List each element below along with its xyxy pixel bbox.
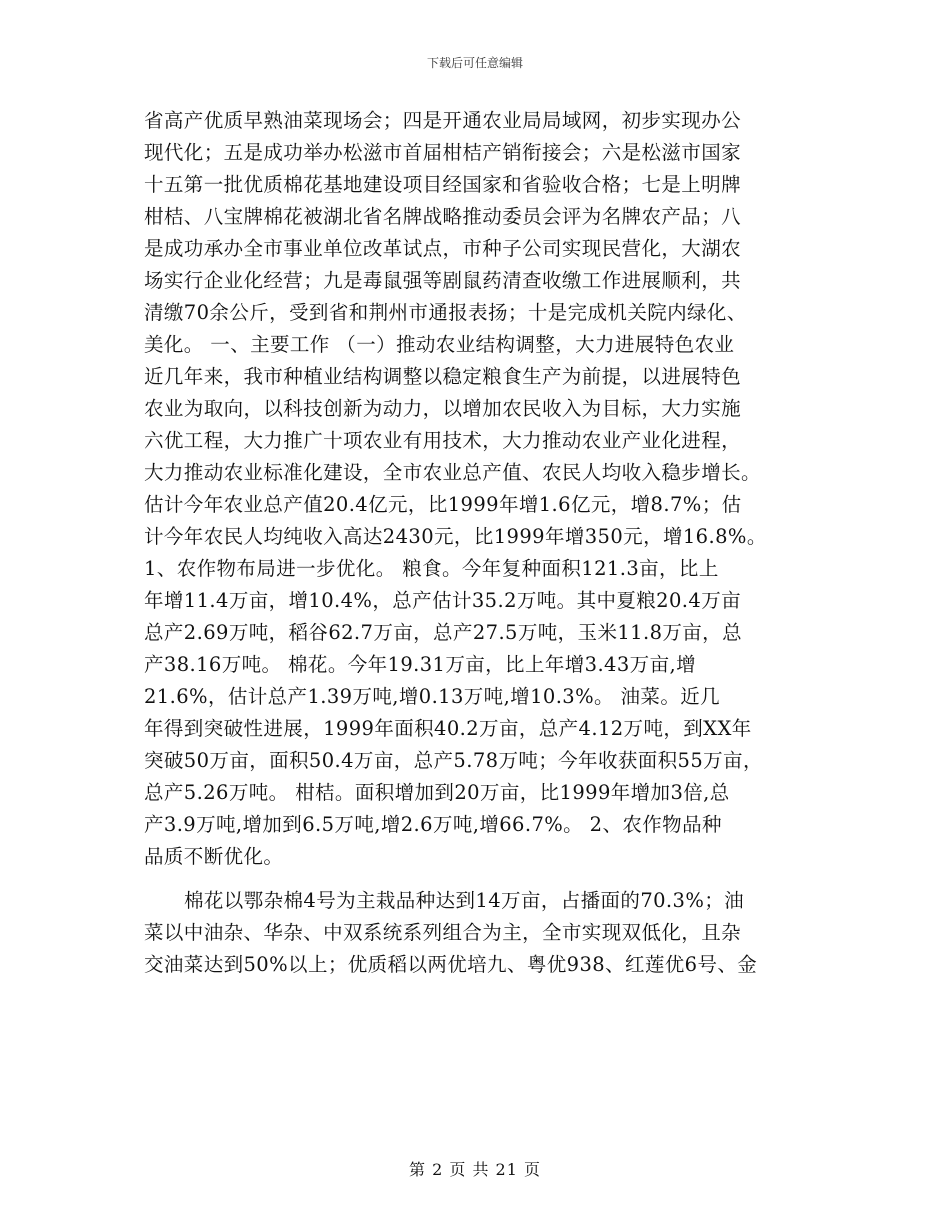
text-line: 柑桔、八宝牌棉花被湖北省名牌战略推动委员会评为名牌农产品；八 bbox=[144, 205, 742, 228]
text-line: 总产2.69万吨，稻谷62.7万亩，总产27.5万吨，玉米11.8万亩，总 bbox=[144, 621, 742, 644]
text-line: 美化。 一、主要工作 （一）推动农业结构调整，大力进展特色农业 bbox=[144, 333, 735, 356]
text-line: 清缴70余公斤，受到省和荆州市通报表扬；十是完成机关院内绿化、 bbox=[144, 301, 747, 324]
text-line: 省高产优质早熟油菜现场会；四是开通农业局局域网，初步实现办公 bbox=[144, 109, 742, 132]
text-line: 六优工程，大力推广十项农业有用技术，大力推动农业产业化进程， bbox=[144, 429, 742, 452]
text-line: 场实行企业化经营；九是毒鼠强等剧鼠药清查收缴工作进展顺利，共 bbox=[144, 269, 742, 292]
text-line: 总产5.26万吨。 柑桔。面积增加到20万亩，比1999年增加3倍,总 bbox=[144, 781, 730, 804]
text-line: 品质不断优化。 bbox=[144, 845, 284, 868]
text-line: 近几年来，我市种植业结构调整以稳定粮食生产为前提，以进展特色 bbox=[144, 365, 742, 388]
text-line: 1、农作物布局进一步优化。 粮食。今年复种面积121.3亩，比上 bbox=[144, 557, 719, 580]
text-line: 估计今年农业总产值20.4亿元，比1999年增1.6亿元，增8.7%；估 bbox=[144, 493, 742, 516]
text-line: 农业为取向，以科技创新为动力，以增加农民收入为目标，大力实施 bbox=[144, 397, 742, 420]
page-number-footer: 第 2 页 共 21 页 bbox=[409, 1160, 541, 1179]
text-line: 现代化；五是成功举办松滋市首届柑桔产销衔接会；六是松滋市国家 bbox=[144, 141, 742, 164]
text-line: 菜以中油杂、华杂、中双系统系列组合为主，全市实现双低化，且杂 bbox=[144, 921, 742, 944]
document-body bbox=[144, 108, 824, 984]
text-line: 产3.9万吨,增加到6.5万吨,增2.6万吨,增66.7%。 2、农作物品种 bbox=[144, 813, 722, 836]
text-line: 大力推动农业标准化建设，全市农业总产值、农民人均收入稳步增长。 bbox=[144, 461, 761, 484]
text-line: 十五第一批优质棉花基地建设项目经国家和省验收合格；七是上明牌 bbox=[144, 173, 742, 196]
text-line: 产38.16万吨。 棉花。今年19.31万亩，比上年增3.43万亩,增 bbox=[144, 653, 696, 676]
text-line: 棉花以鄂杂棉4号为主栽品种达到14万亩，占播面的70.3%；油 bbox=[184, 889, 745, 912]
text-line: 计今年农民人均纯收入高达2430元，比1999年增350元，增16.8%。 bbox=[144, 525, 767, 548]
text-line: 突破50万亩，面积50.4万亩，总产5.78万吨；今年收获面积55万亩， bbox=[144, 749, 763, 772]
page-header: 下载后可任意编辑 bbox=[426, 56, 523, 70]
text-line: 交油菜达到50%以上；优质稻以两优培九、粤优938、红莲优6号、金 bbox=[144, 953, 758, 976]
text-line: 是成功承办全市事业单位改革试点，市种子公司实现民营化，大湖农 bbox=[144, 237, 742, 260]
text-line: 年得到突破性进展，1999年面积40.2万亩，总产4.12万吨，到XX年 bbox=[144, 717, 752, 740]
text-line: 21.6%，估计总产1.39万吨,增0.13万吨,增10.3%。 油菜。近几 bbox=[144, 685, 721, 708]
text-line: 年增11.4万亩，增10.4%，总产估计35.2万吨。其中夏粮20.4万亩 bbox=[144, 589, 742, 612]
